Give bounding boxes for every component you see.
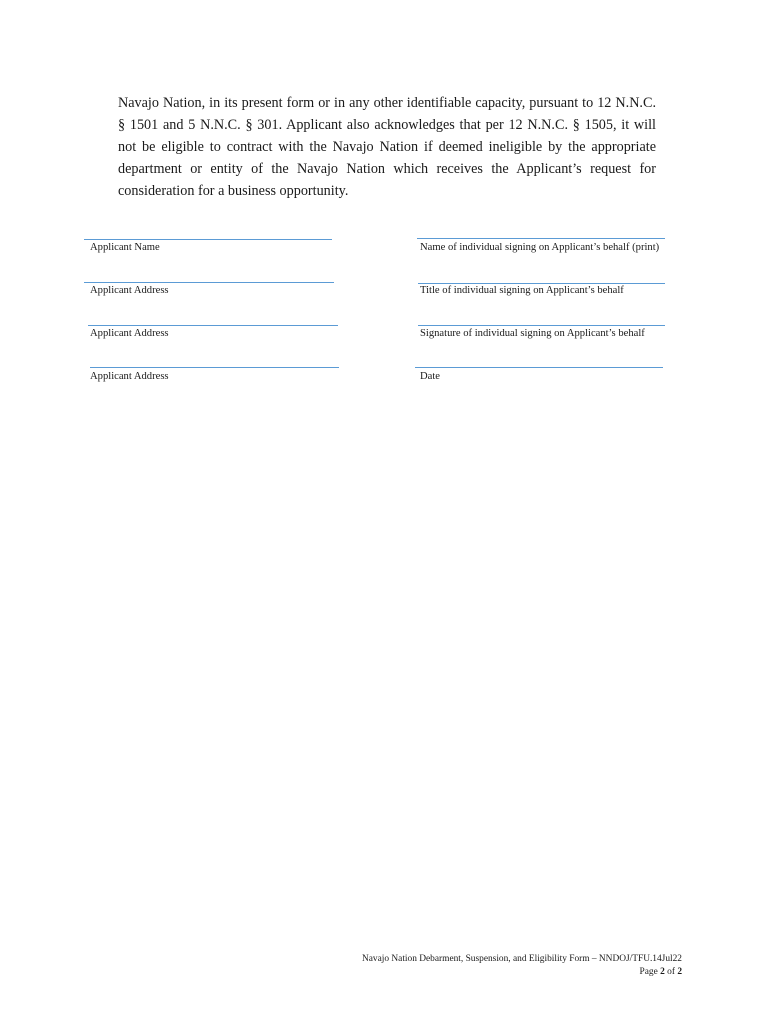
signature-line-signer-name[interactable] — [417, 238, 665, 239]
signature-line-date[interactable] — [415, 367, 663, 368]
label-applicant-address-1: Applicant Address — [90, 285, 169, 296]
page-prefix: Page — [639, 967, 661, 977]
page-of: of — [664, 967, 678, 977]
label-applicant-address-3: Applicant Address — [90, 371, 169, 382]
body-paragraph: Navajo Nation, in its present form or in any other identifiable capacity, pursuant to 12 N.N.C. § 1501 and 5 N.N.C. § 301. Applicant also acknowledges that per 12 N.N.C. § 1505, it will not be eligible to contract with the Navajo Nation if deemed ineligible by the appropriate department or entity of the Navajo Nation which receives the Applicant’s request for consideration for a business opportunity. — [118, 95, 656, 199]
signature-line-signer-signature[interactable] — [418, 325, 665, 326]
label-signer-signature: Signature of individual signing on Applicant’s behalf — [420, 328, 645, 339]
label-applicant-address-2: Applicant Address — [90, 328, 169, 339]
footer-form-title: Navajo Nation Debarment, Suspension, and Eligibility Form – NNDOJ/TFU.14Jul22 — [361, 954, 682, 964]
signature-line-applicant-address-1[interactable] — [84, 282, 334, 283]
page-total: 2 — [677, 967, 682, 977]
page-current: 2 — [660, 967, 665, 977]
label-signer-title: Title of individual signing on Applicant’s behalf — [420, 285, 624, 296]
footer-page-number — [640, 966, 682, 978]
label-date: Date — [420, 371, 440, 382]
label-applicant-name: Applicant Name — [90, 242, 160, 253]
label-signer-name: Name of individual signing on Applicant’s behalf (print) — [420, 242, 660, 253]
signature-line-applicant-address-2[interactable] — [88, 325, 338, 326]
signature-line-applicant-address-3[interactable] — [90, 367, 339, 368]
signature-line-applicant-name[interactable] — [84, 239, 332, 240]
